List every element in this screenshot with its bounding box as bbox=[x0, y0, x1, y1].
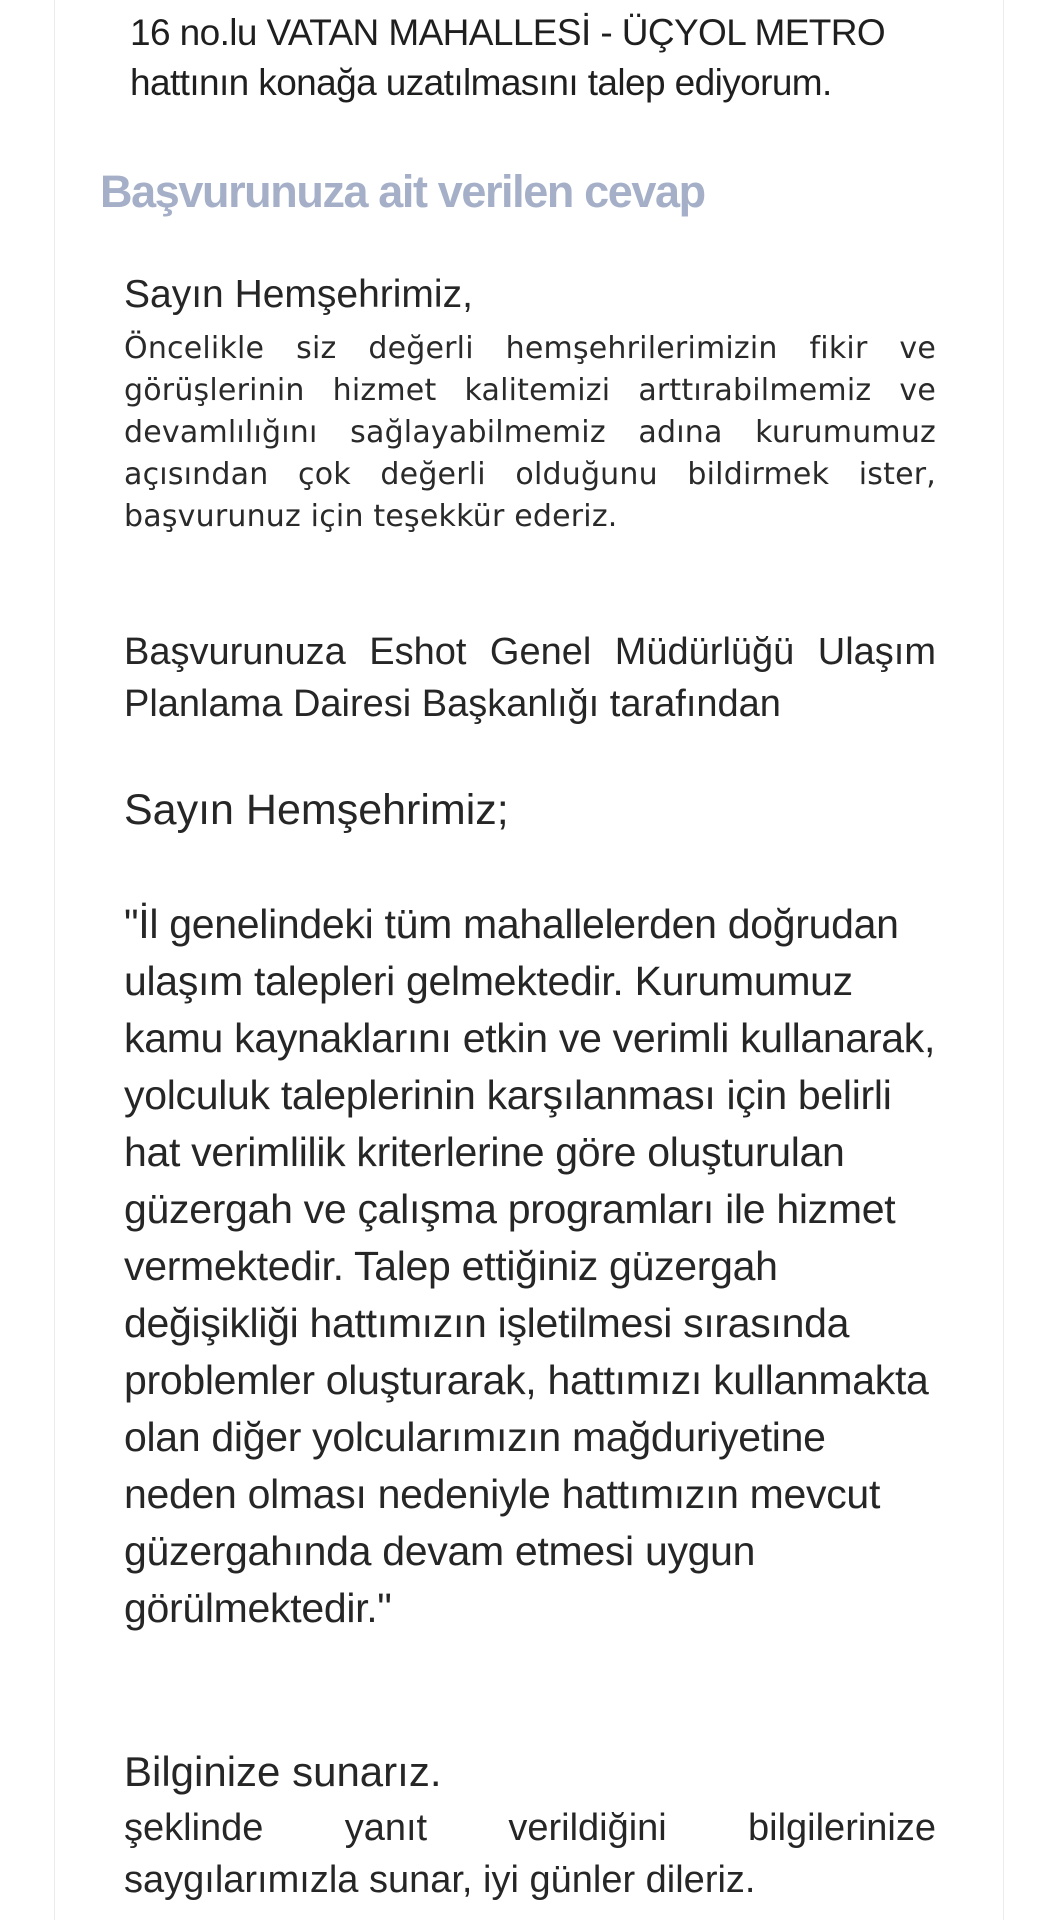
request-text: 16 no.lu VATAN MAHALLESİ - ÜÇYOL METRO hattının konağa uzatılmasını talep ediyorum. bbox=[130, 12, 886, 103]
quote-paragraph: "İl genelindeki tüm mahallelerden doğrudan ulaşım talepleri gelmektedir. Kurumumuz kamu kaynaklarını etkin ve verimli kullanarak, yolculuk taleplerinin karşılanması için belirli hat verimlilik kriterlerine göre oluşturulan güzergah ve çalışma programları ile hizmet vermektedir. Talep ettiğiniz güzergah değişikliği hattımızın işletilmesi sırasında problemler oluşturarak, hattımızı kullanmakta olan diğer yolcularımızın mağduriyetine neden olması nedeniyle hattımızın mevcut güzergahında devam etmesi uygun görülmektedir." bbox=[124, 901, 936, 1631]
second-greeting: Sayın Hemşehrimiz; bbox=[124, 786, 509, 834]
closing-line: Bilginize sunarız. bbox=[124, 1748, 442, 1795]
intro-paragraph: Öncelikle siz değerli hemşehrilerimizin fikir ve görüşlerinin hizmet kalitemizi arttırabilmemiz ve devamlılığını sağlayabilmemiz adına kurumumuz açısından çok değerli olduğunu bildirmek ister, başvurunuz için teşekkür ederiz. bbox=[124, 331, 936, 534]
department-line: Başvurunuza Eshot Genel Müdürlüğü Ulaşım Planlama Dairesi Başkanlığı tarafından bbox=[124, 631, 936, 725]
response-heading: Başvurunuza ait verilen cevap bbox=[100, 166, 705, 217]
greeting: Sayın Hemşehrimiz, bbox=[124, 273, 473, 316]
final-paragraph: şeklinde yanıt verildiğini bilgilerinize saygılarımızla sunar, iyi günler dileriz. bbox=[124, 1807, 936, 1901]
